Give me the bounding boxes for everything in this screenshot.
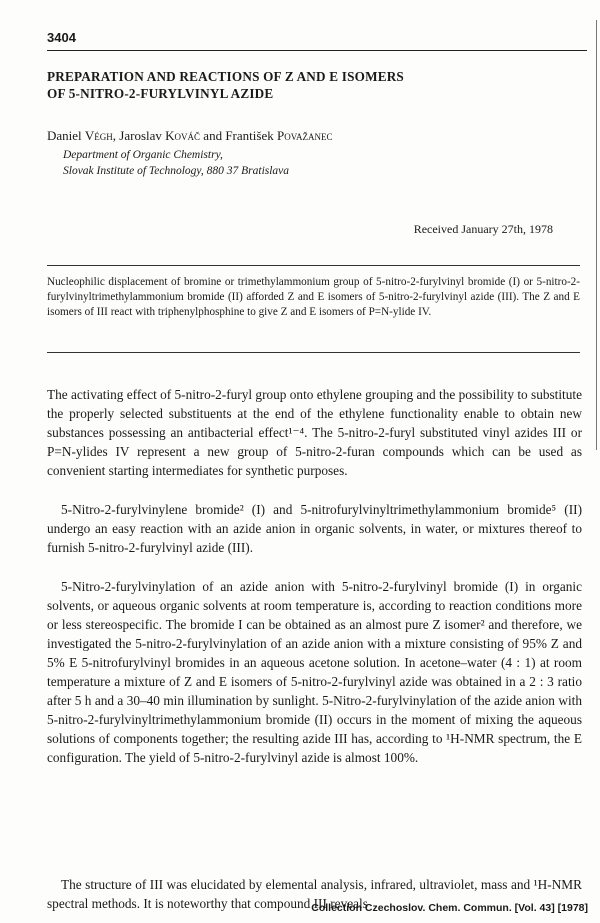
author-3-first: František xyxy=(225,128,277,143)
affiliation xyxy=(63,147,289,179)
author-2-last: Kováč xyxy=(165,128,201,143)
title-line-1: PREPARATION AND REACTIONS OF Z AND E ISOMERS xyxy=(47,69,404,84)
affiliation-line-2: Slovak Institute of Technology, 880 37 Bratislava xyxy=(63,165,290,177)
author-separator: , xyxy=(112,128,120,143)
journal-footer: Collection Czechoslov. Chem. Commun. [Vol. 43] [1978] xyxy=(311,902,588,914)
author-3-last: Považanec xyxy=(276,128,333,143)
article-title xyxy=(47,68,567,102)
paragraph-text: 5-Nitro-2-furylvinylation of an azide anion with 5-nitro-2-furylvinyl bromide (I) in organic solvents, or aqueous organic solvents at room temperature is, according to reaction conditions more or less stereospecific. The bromide I can be obtained as an almost pure Z isomer² and therefore, we investigated the 5-nitro-2-furylvinylation of an azide anion with a mixture consisting of 95% Z and 5% E 5-nitrofurylvinyl bromides in an aqueous acetone solution. In acetone–water (4 : 1) at room temperature a mixture of Z and E isomers of 5-nitro-2-furylvinyl azide was obtained in a 2 : 3 ratio after 5 h and a 30–40 min illumination by sunlight. 5-Nitro-2-furylvinylation of the azide anion with 5-nitro-2-furylvinyltrimethylammonium bromide (II) occurs in the moment of mixing the aqueous solutions of components together; the resulting azide III has, according to ¹H-NMR spectrum, the E configuration. The yield of 5-nitro-2-furylvinyl azide is almost 100%. xyxy=(47,579,582,765)
author-and: and xyxy=(200,128,226,143)
paragraph-text: The activating effect of 5-nitro-2-furyl group onto ethylene grouping and the possibility to substitute the properly selected substituents at the end of the ethylene functionality enable to obtain new substances possessing an antibacterial effect¹⁻⁴. The 5-nitro-2-furyl substituted vinyl azides III or P=N-ylides IV represent a new group of 5-nitro-2-furan compounds which can be used as convenient starting intermediates for synthetic purposes. xyxy=(47,387,582,478)
scan-edge-line xyxy=(596,20,597,450)
abstract-text: Nucleophilic displacement of bromine or trimethylammonium group of 5-nitro-2-furylvinyl bromide (I) or 5-nitro-2-furylvinyltrimethylammonium bromide (II) afforded Z and E isomers of 5-nitro-2-furylvinyl azide (III). The Z and E isomers of III react with triphenylphosphine to give Z and E isomers of P=N-ylide IV. xyxy=(47,276,580,319)
received-date: Received January 27th, 1978 xyxy=(413,222,553,236)
paragraph-text: The structure of III was elucidated by elemental analysis, infrared, ultraviolet, mass and ¹H-NMR spectral methods. It is noteworthy that compound III reveals xyxy=(47,877,582,911)
body-paragraph-2 xyxy=(47,500,582,557)
page-number: 3404 xyxy=(47,30,76,45)
title-line-2: OF 5-NITRO-2-FURYLVINYL AZIDE xyxy=(47,86,274,101)
abstract-top-rule xyxy=(47,265,580,266)
header-rule xyxy=(47,50,587,51)
author-1-last: Végh xyxy=(84,128,113,143)
paragraph-text: 5-Nitro-2-furylvinylene bromide² (I) and 5-nitrofurylvinyltrimethylammonium bromide⁵ (II) undergo an easy reaction with an azide anion in organic solvents, in water, or mixtures thereof to furnish 5-nitro-2-furylvinyl azide (III). xyxy=(47,502,582,555)
author-1-first: Daniel xyxy=(47,128,85,143)
body-paragraph-1 xyxy=(47,385,582,480)
author-2-first: Jaroslav xyxy=(119,128,166,143)
body-paragraph-3 xyxy=(47,577,582,767)
affiliation-line-1: Department of Organic Chemistry, xyxy=(63,149,223,161)
author-list xyxy=(47,128,333,144)
abstract-bottom-rule xyxy=(47,352,580,353)
